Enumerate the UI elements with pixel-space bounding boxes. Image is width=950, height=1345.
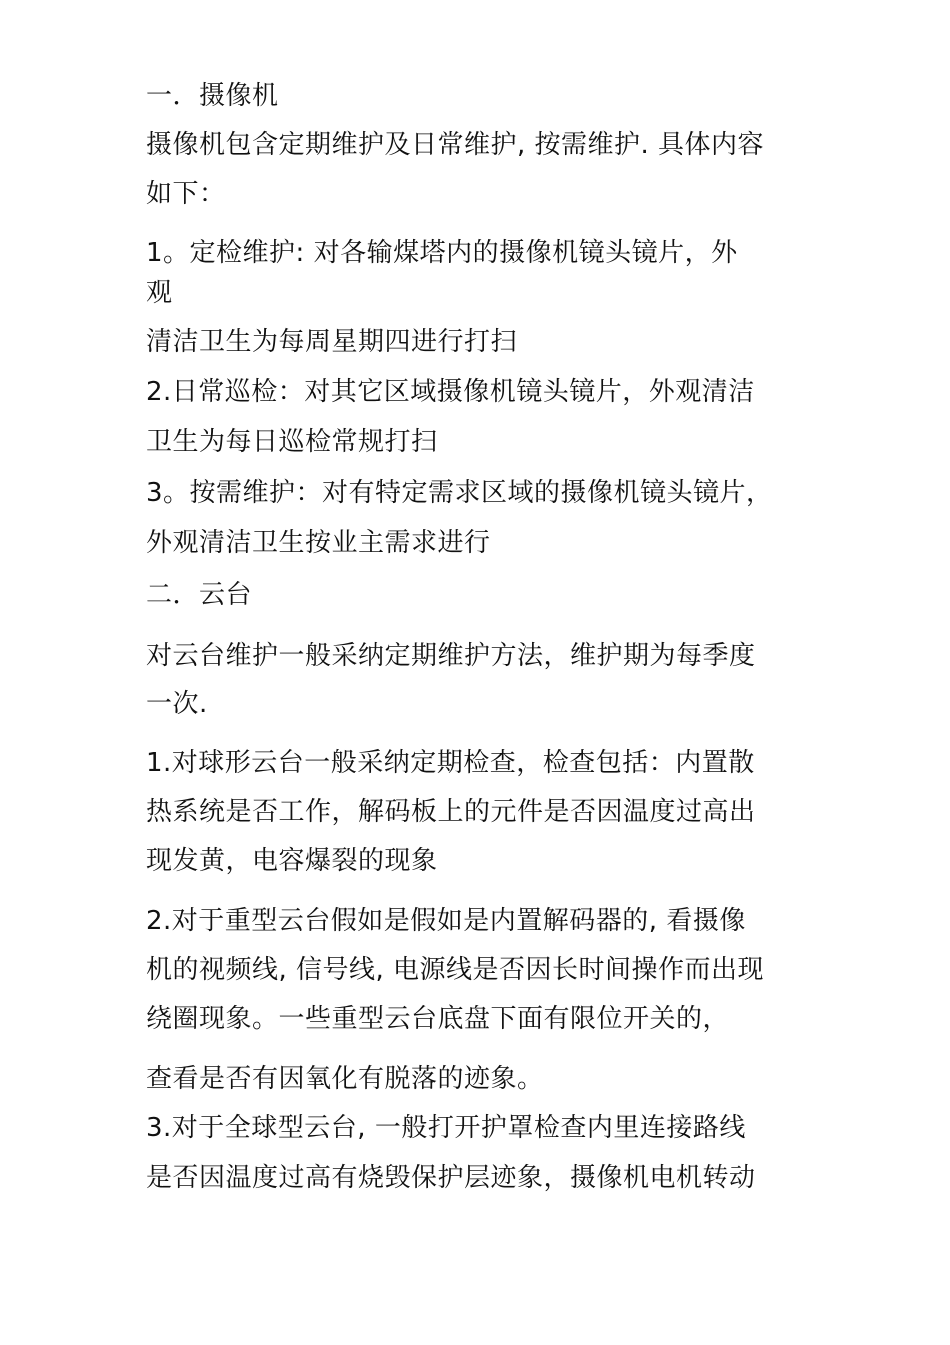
paragraph-line: 如下： (146, 179, 226, 209)
list-item-line: 1.对球形云台一般采纳定期检查，检查包括：内置散 (146, 748, 755, 778)
list-item-line: 2.对于重型云台假如是假如是内置解码器的, 看摄像 (146, 906, 746, 936)
list-item-line: 查看是否有因氧化有脱落的迹象。 (146, 1064, 544, 1094)
list-item-line: 机的视频线, 信号线, 电源线是否因长时间操作而出现 (146, 955, 765, 985)
list-item-line: 热系统是否工作，解码板上的元件是否因温度过高出 (146, 797, 756, 827)
paragraph-line: 对云台维护一般采纳定期维护方法，维护期为每季度 (146, 641, 756, 671)
list-item-line: 3.对于全球型云台, 一般打开护罩检查内里连接路线 (146, 1113, 746, 1143)
paragraph-line: 摄像机包含定期维护及日常维护, 按需维护. 具体内容 (146, 130, 765, 160)
list-item-line: 3。按需维护：对有特定需求区域的摄像机镜头镜片， (146, 478, 773, 508)
list-item-line: 1。定检维护: 对各输煤塔内的摄像机镜头镜片，外 (146, 238, 738, 268)
section-heading-pan-tilt: 二．云台 (146, 580, 253, 610)
list-item-line: 现发黄，电容爆裂的现象 (146, 846, 438, 876)
paragraph-line: 一次. (146, 689, 208, 719)
list-item-line: 观 (146, 278, 173, 308)
list-item-line: 外观清洁卫生按业主需求进行 (146, 528, 491, 558)
list-item-line: 是否因温度过高有烧毁保护层迹象，摄像机电机转动 (146, 1163, 756, 1193)
list-item-line: 清洁卫生为每周星期四进行打扫 (146, 327, 518, 357)
list-item-line: 卫生为每日巡检常规打扫 (146, 427, 438, 457)
list-item-line: 2.日常巡检：对其它区域摄像机镜头镜片，外观清洁 (146, 377, 755, 407)
section-heading-camera: 一．摄像机 (146, 81, 279, 111)
list-item-line: 绕圈现象。一些重型云台底盘下面有限位开关的， (146, 1004, 730, 1034)
